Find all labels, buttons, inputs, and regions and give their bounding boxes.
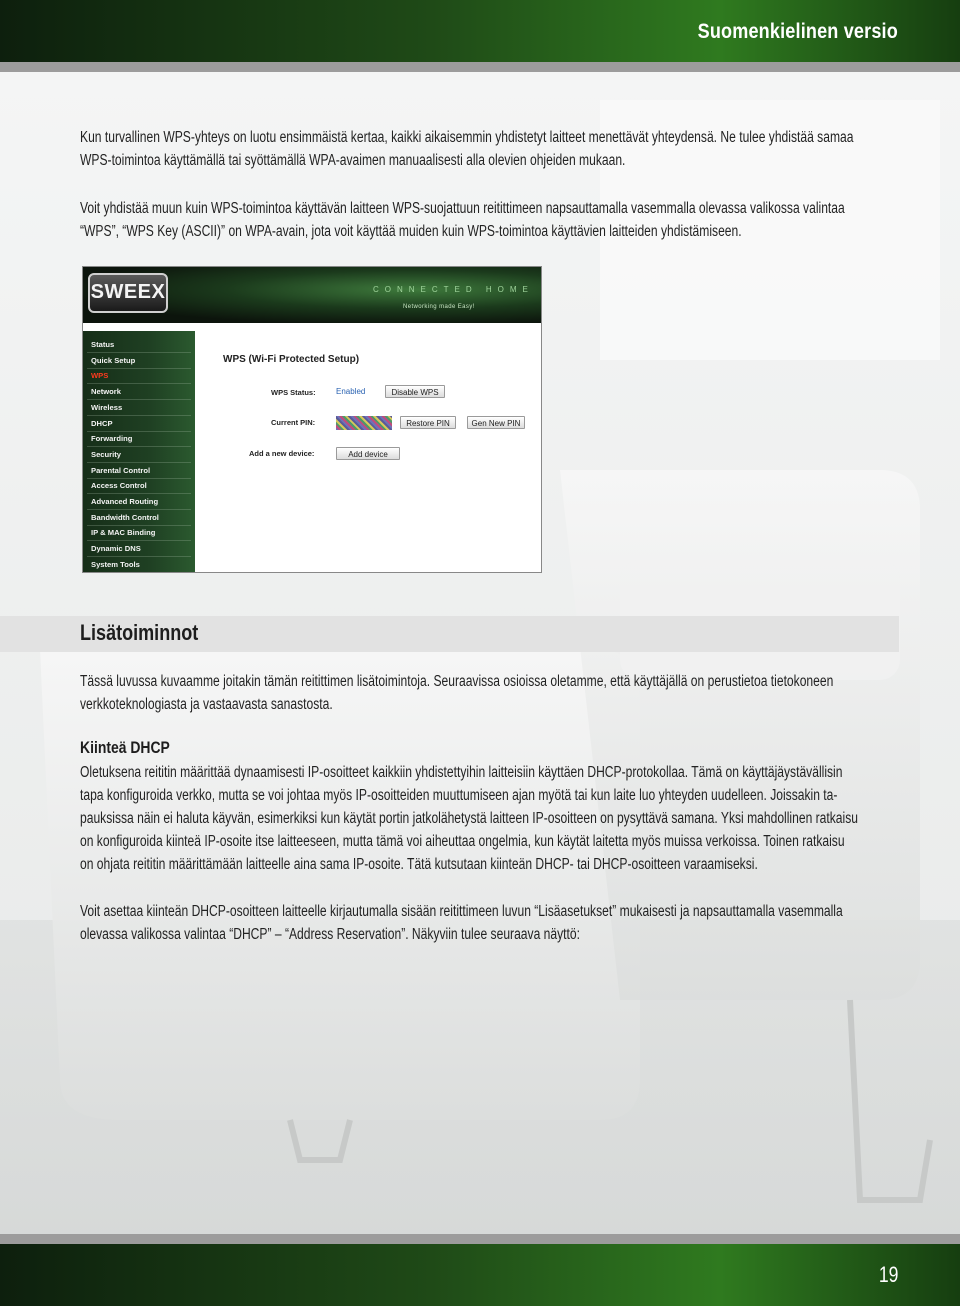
page-number: 19 [878,1262,898,1287]
router-nav-divider [87,399,191,400]
add-device-button[interactable]: Add device [336,447,400,460]
intro-paragraph-1 [80,126,860,172]
router-nav-divider [87,509,191,510]
router-nav-item[interactable]: Access Control [91,481,147,491]
router-nav-divider [87,556,191,557]
section-intro [80,670,860,716]
footer-band [0,1244,960,1306]
text-line: Voit asettaa kiinteän DHCP-osoitteen laitteelle kirjautumalla sisään reitittimeen luvun “Lisäasetukset” mukaisesti ja napsauttamalla vasemmalla [80,903,843,920]
router-nav-item[interactable]: Parental Control [91,465,151,475]
restore-pin-button[interactable]: Restore PIN [400,416,456,429]
text-line: Tässä luvussa kuvaamme joitakin tämän reitittimen lisätoimintoja. Seuraavissa osioissa oletamme, että käyttäjällä on perustietoa tietokoneen [80,673,834,690]
router-nav-item[interactable]: Bandwidth Control [91,512,159,522]
router-screenshot [82,266,542,573]
router-nav-divider [87,540,191,541]
wps-status-value: Enabled [336,387,366,396]
text-line: olevassa valikossa valintaa “DHCP” – “Address Reservation”. Näkyviin tulee seuraava näyttö: [80,926,580,943]
dhcp-paragraph-1 [80,761,860,876]
router-nav-item[interactable]: IP & MAC Binding [91,528,156,538]
router-nav-item[interactable]: Network [91,387,121,397]
router-nav-divider [87,525,191,526]
disable-wps-button[interactable]: Disable WPS [385,385,445,398]
current-pin-label: Current PIN: [271,418,316,427]
intro-paragraph-2 [80,197,860,243]
text-line: tapa konfiguroida verkko, mutta se voi johtaa myös IP-osoitteiden muuttumiseen ajan myötä tai kun laite luo yhteyden uudelleen. Joissakin ta- [80,787,838,804]
text-line: Kun turvallinen WPS-yhteys on luotu ensimmäistä kertaa, kaikki aikaisemmin yhdistetyt laitteet menettävät yhteydensä. Ne tulee yhdistää samaa [80,129,854,146]
text-line: on ohjata reititin määrittämään laitteelle aina sama IP-osoite. Tätä kutsutaan kiinteän DHCP- tai DHCP-osoitteen varaamiseksi. [80,856,758,873]
gen-new-pin-button[interactable]: Gen New PIN [467,416,525,429]
dhcp-paragraph-2 [80,900,860,946]
router-nav-divider [87,478,191,479]
router-nav-item[interactable]: Quick Setup [91,355,136,365]
text-line: WPS-toimintoa käyttämällä tai syöttämällä WPA-avaimen manuaalisesti alla olevien ohjeiden mukaan. [80,152,626,169]
text-line: Voit yhdistää muun kuin WPS-toimintoa käyttävän laitteen WPS-suojattuun reitittimeen napsauttamalla vasemmalla olevassa valikossa valintaa [80,200,845,217]
section-title: Lisätoiminnot [80,620,199,645]
banner-gap [83,323,541,331]
router-nav-divider [87,368,191,369]
text-line: on konfiguroida kiinteä IP-osoite itse laitteeseen, mutta tämä voi aiheuttaa ongelmia, kun käytät laitetta myös muissa verkoissa. Toinen ratkaisu [80,833,845,850]
router-nav-item[interactable]: Wireless [91,402,123,412]
add-device-label: Add a new device: [249,449,315,458]
router-nav-item[interactable]: System Tools [91,559,140,569]
text-line: Oletuksena reititin määrittää dynaamisesti IP-osoitteet kaikkiin yhdistettyihin laitteisiin käyttäen DHCP-protokollaa. Tämä on käyttäjäystävällisin [80,764,843,781]
dhcp-subtitle: Kiinteä DHCP [80,738,170,757]
router-nav-divider [87,415,191,416]
text-line: verkkoteknologiasta ja vastaavasta sanastosta. [80,696,333,713]
router-nav-divider [87,352,191,353]
router-nav-item[interactable]: Forwarding [91,434,133,444]
current-pin-value [336,416,392,430]
router-nav-item[interactable]: WPS [91,371,109,381]
router-sidebar [83,331,195,572]
router-nav-divider [87,493,191,494]
router-nav-item[interactable]: Advanced Routing [91,497,159,506]
router-nav-item[interactable]: Security [91,449,121,459]
router-nav-divider [87,431,191,432]
router-nav-item[interactable]: Dynamic DNS [91,544,141,554]
sweex-logo: SWEEX [88,273,168,313]
banner-subtagline: Networking made Easy! [403,304,475,310]
router-nav-divider [87,383,191,384]
router-nav-item[interactable]: Status [91,340,115,349]
banner-tagline: CONNECTED HOME [373,285,534,294]
wps-page-title: WPS (Wi-Fi Protected Setup) [223,354,360,365]
text-line: pauksissa näin ei haluta käyvän, esimerkiksi kun käytät portin jatkolähetystä laitteen IP-osoitteen on pysyttävä samana. Yksi mahdollinen ratkaisu [80,810,858,827]
footer-divider [0,1234,960,1244]
router-nav-item[interactable]: DHCP [91,418,113,428]
router-nav-divider [87,446,191,447]
header-title: Suomenkielinen versio [697,20,898,43]
router-nav-divider [87,572,191,573]
text-line: “WPS”, “WPS Key (ASCII)” on WPA-avain, jota voit käyttää muiden kuin WPS-toimintoa käyttävien laitteiden yhdistämiseen. [80,223,742,240]
header-divider [0,62,960,72]
router-nav-divider [87,462,191,463]
wps-status-label: WPS Status: [271,388,316,397]
